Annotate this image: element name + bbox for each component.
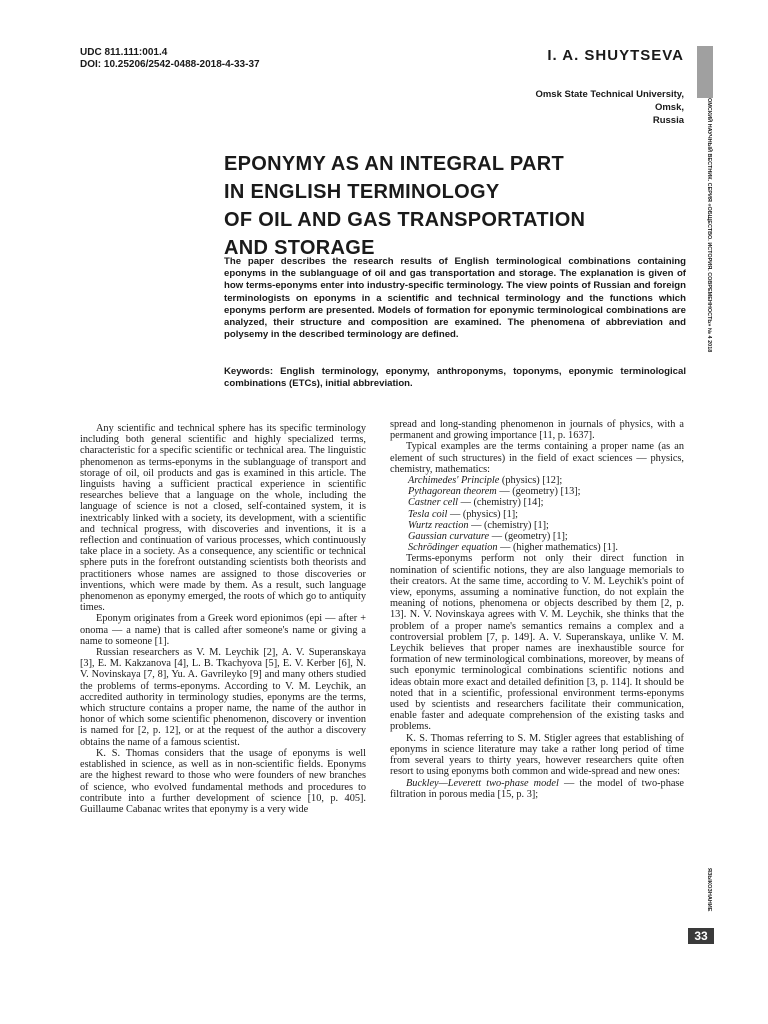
example-term: Castner cell <box>408 497 459 509</box>
example-item <box>390 509 684 520</box>
paragraph: Eponym originates from a Greek word epionimos (epi — after + onoma — a name) that is called after someone's name or giving a name to someone [1]. <box>80 613 366 647</box>
paragraph: Russian researchers as V. M. Leychik [2], A. V. Superanskaya [3], E. M. Kakzanova [4], L. B. Tkachyova [5], E. V. Kerber [6], N. V. Novinskaya [7, 8], Yu. A. Gavrileyko [9] and many others studied the problems of terms-eponyms. According to V. M. Leychik, an accredited authority in terminology studies, eponyms are the terms, which structure contains a proper name, the name of the author in honor of which some scientific phenomenon, discovery or invention is named for [2, p. 12], or at the request of the author a discovery obtains the name of a famous scientist. <box>80 647 366 748</box>
sidebar-accent-bar <box>697 46 713 98</box>
body-column-left <box>80 423 366 815</box>
journal-running-title: ОМСКИЙ НАУЧНЫЙ ВЕСТНИК. СЕРИЯ «ОБЩЕСТВО. ИСТОРИЯ. СОВРЕМЕННОСТЬ» № 4 2018 <box>706 98 712 353</box>
paragraph-continued: spread and long-standing phenomenon in journals of physics, with a permanent and growing importance [11, p. 1637]. <box>390 419 684 442</box>
paragraph: Terms-eponyms perform not only their direct function in nomination of scientific notions, they are also language memorials to their creators. At the same time, according to V. M. Leychik's point of view, eponyms, assuming a nominative function, do not explain the meaning of notions, phenomena or objects described by them [2, p. 13]. N. V. Novinskaya agrees with V. M. Leychik, she thinks that the problem of a proper name's semantics remains a complex and a controversial problem [7, p. 149]. A. V. Superanskaya, unlike V. M. Leychik believes that proper names are inexhaustible source for formation of new terminological combinations, moreover, by means of such eponymic terminological combinations scientific notions and ideas obtain more exact and detailed definition [3, p. 114]. It should be noted that in a scientific, professional environment terms-eponyms used by scientists and researchers facilitate their communication, enable faster and adequate comprehension of the existing tasks and problems. <box>390 553 684 733</box>
title-line: IN ENGLISH TERMINOLOGY <box>224 181 500 203</box>
example-term: Buckley—Leverett two-phase model <box>406 777 559 789</box>
affiliation <box>464 88 684 127</box>
affiliation-line: Omsk, <box>654 102 684 113</box>
article-identifiers <box>80 47 260 71</box>
example-item <box>390 475 684 486</box>
page-number: 33 <box>688 928 714 944</box>
example-detail: — (geometry) [13]; <box>496 486 581 498</box>
title-line: OF OIL AND GAS TRANSPORTATION <box>224 209 586 231</box>
title-line: AND STORAGE <box>224 237 375 259</box>
title-line: EPONYMY AS AN INTEGRAL PART <box>224 153 564 175</box>
author-name: I. A. SHUYTSEVA <box>547 47 684 64</box>
example-item <box>390 520 684 531</box>
example-term: Archimedes' Principle <box>408 475 500 487</box>
example-detail: — (higher mathematics) [1]. <box>497 542 618 554</box>
paragraph: K. S. Thomas referring to S. M. Stigler agrees that establishing of eponyms in science literature may take a rather long period of time from several years to thirty years, however researchers quite often resort to using eponyms both common and wide-spread and new ones: <box>390 732 684 778</box>
body-column-right <box>390 419 684 800</box>
example-item <box>390 497 684 508</box>
abstract: The paper describes the research results of English terminological combinations containing eponyms in the sublanguage of oil and gas transportation and storage. The explanation is given of how terms-eponyms enter into industry-specific terminology. The view points of Russian and foreign terminologists on eponyms in a scientific and technical terminology and the functions which eponyms perform are presented. Models of formation for eponymic terminological combinations are analyzed, their structure and composition are examined. The phenomena of abbreviation and polysemy in the described terminology are defined. <box>224 256 686 341</box>
section-name: ЯЗЫКОЗНАНИЕ <box>706 868 712 912</box>
article-title <box>224 150 664 262</box>
example-detail: — (chemistry) [14]; <box>458 497 544 509</box>
paragraph: K. S. Thomas considers that the usage of eponyms is well established in science, as well as in non-scientific fields. Eponyms are the highest reward to those who were founders of new branches of science, who evolved fundamental methods and procedures to contribute into a further development of science [10, p. 405]. Guillaume Cabanac writes that eponymy is a very wide <box>80 747 366 815</box>
example-item <box>390 531 684 542</box>
affiliation-line: Omsk State Technical University, <box>535 89 684 100</box>
doi-code: DOI: 10.25206/2542-0488-2018-4-33-37 <box>80 59 260 70</box>
example-term: Schrödinger equation <box>408 542 498 554</box>
example-item <box>390 486 684 497</box>
example-term: Tesla coil <box>408 508 448 520</box>
example-detail: — (physics) [1]; <box>447 508 519 520</box>
example-detail: — the model of two-phase filtration in porous media [15, p. 3]; <box>390 777 684 800</box>
paragraph: Typical examples are the terms containing a proper name (as an element of such structures) in the field of exact sciences — physics, chemistry, mathematics: <box>390 441 684 475</box>
paragraph <box>390 778 684 800</box>
keywords: Keywords: English terminology, eponymy, anthroponyms, toponyms, eponymic terminological combinations (ETCs), initial abbreviation. <box>224 366 686 390</box>
example-detail: (physics) [12]; <box>499 475 563 487</box>
example-item <box>390 542 684 553</box>
example-term: Pythagorean theorem <box>408 486 497 498</box>
example-term: Wurtz reaction <box>408 519 469 531</box>
example-detail: — (geometry) [1]; <box>489 531 568 543</box>
example-term: Gaussian curvature <box>408 531 490 543</box>
example-detail: — (chemistry) [1]; <box>468 519 549 531</box>
udc-code: UDC 811.111:001.4 <box>80 47 168 58</box>
affiliation-line: Russia <box>652 115 684 126</box>
paragraph: Any scientific and technical sphere has its specific terminology including both general scientific and highly specialized terms, characteristic for a specific scientific or technical area. The linguistic phenomenon as terms-eponyms in the sublanguage of transport and storage of oil, oil products and gas is examined in this article. The linguists having a sufficient practical experience in scientific researches believe that a language on the whole, including the language of science is not a closed, self-contained system, it is inextricably linked with a society, its development, with a scientific and technical progress, with discoveries and inventions, it is a reflection and continuation of various processes, which continuously take place in a society. As a consequence, any scientific or technical sphere puts in the forefront outstanding scientists both theorists and practitioners whose names are assigned to those discoveries or inventions, which were made by them. As a result, such language phenomenon as eponymy emerged, the roots of which go to antiquity times. <box>80 423 366 614</box>
